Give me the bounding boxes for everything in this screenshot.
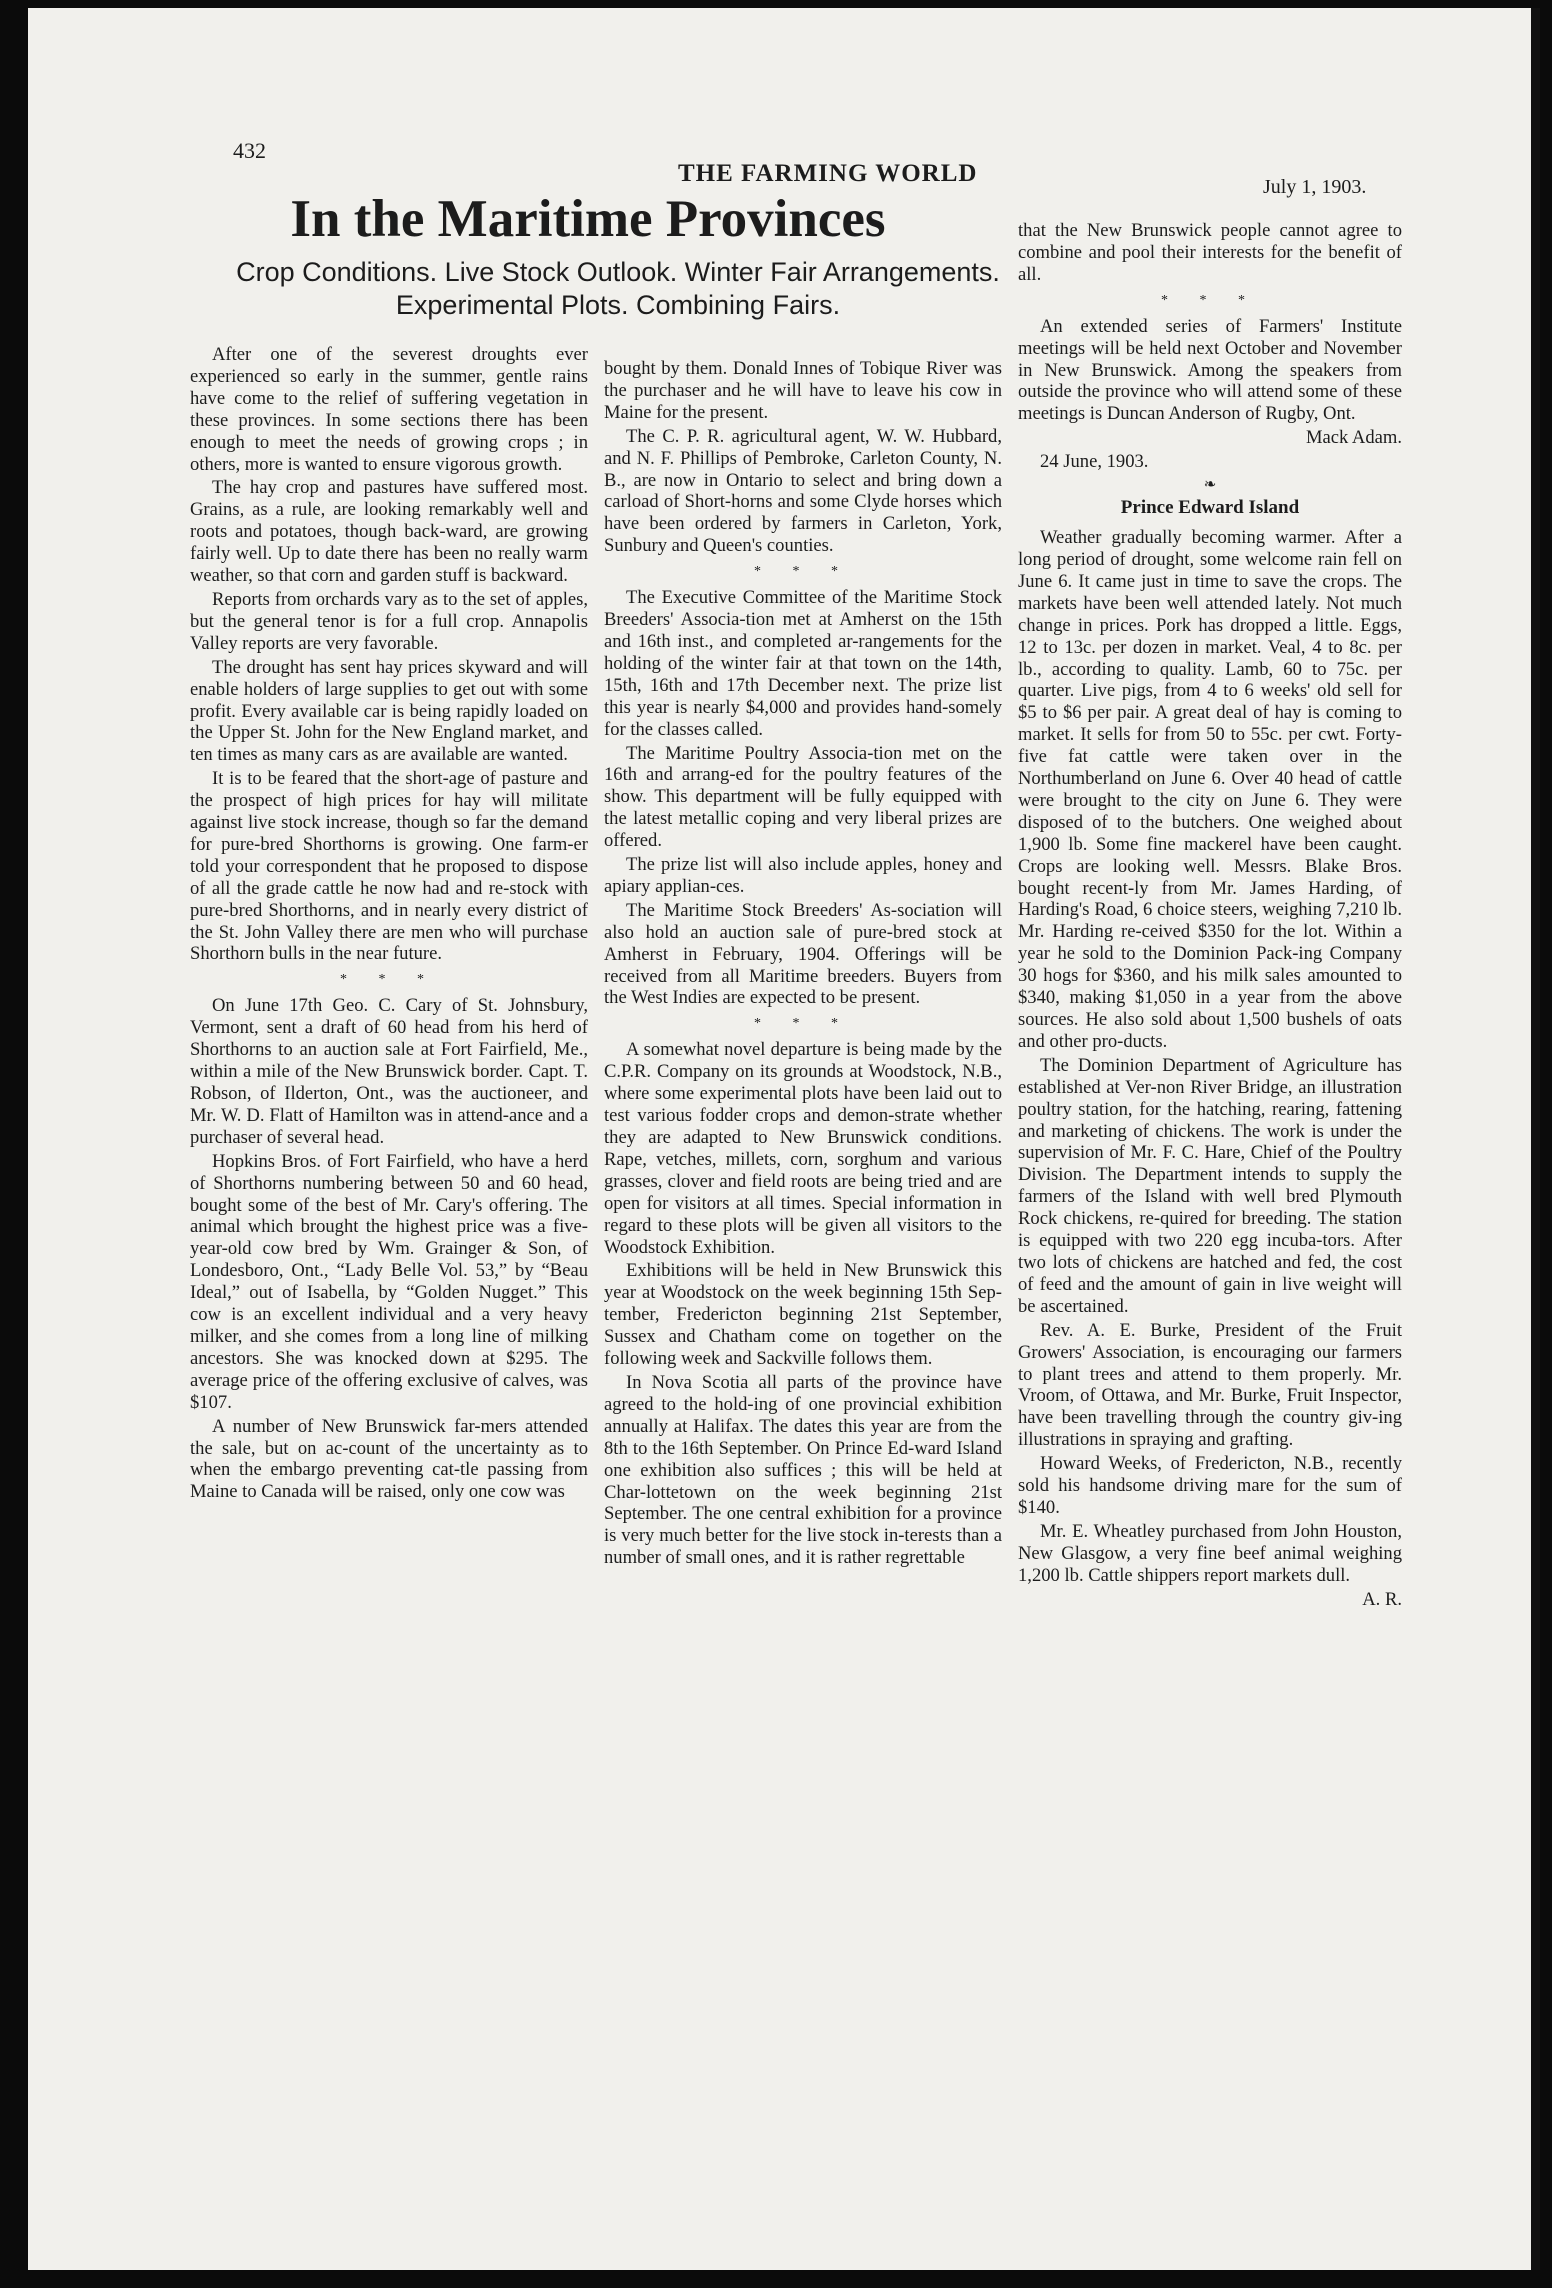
paragraph: The hay crop and pastures have suffered most. Grains, as a rule, are looking remarkably well and roots and potatoes, though back-ward, are growing fairly well. Up to date there has been no really warm weather, so that corn and garden stuff is backward.	[190, 477, 588, 587]
paragraph: A somewhat novel departure is being made by the C.P.R. Company on its grounds at Woodstock, N.B., where some experimental plots have been laid out to test various fodder crops and demon-strate whether they are adapted to New Brunswick conditions. Rape, vetches, millets, corn, sorghum and various grasses, clover and field roots are being tried and are open for visitors at all times. Special information in regard to these plots will be given all visitors to the Woodstock Exhibition.	[604, 1039, 1002, 1258]
article-headline: In the Maritime Provinces	[290, 190, 886, 248]
section-heading-pei: Prince Edward Island	[1120, 497, 1300, 519]
section-separator: * * *	[340, 972, 438, 988]
author-signature: A. R.	[1362, 1588, 1402, 1610]
paragraph: Mr. E. Wheatley purchased from John Houston, New Glasgow, a very fine beef animal weighing 1,200 lb. Cattle shippers report markets dull.	[1018, 1520, 1402, 1586]
column-2	[604, 358, 1002, 1571]
paragraph: The Executive Committee of the Maritime Stock Breeders' Associa-tion met at Amherst on the 15th and 16th inst., and completed ar-rangements for the holding of the winter fair at that town on the 14th, 15th, 16th and 17th December next. The prize list this year is nearly $4,000 and provides hand-somely for the classes called.	[604, 587, 1002, 740]
journal-title: THE FARMING WORLD	[678, 160, 978, 187]
paragraph: The Maritime Stock Breeders' As-sociation will also hold an auction sale of pure-bred stock at Amherst in February, 1904. Offerings will be received from all Maritime breeders. Buyers from the West Indies are expected to be present.	[604, 899, 1002, 1009]
paragraph: Hopkins Bros. of Fort Fairfield, who have a herd of Shorthorns numbering between 50 and 60 head, bought some of the best of Mr. Cary's offering. The animal which brought the highest price was a five-year-old cow bred by Wm. Grainger & Son, of Londesboro, Ont., “Lady Belle Vol. 53,” by “Beau Ideal,” out of Isabella, by “Golden Nugget.” This cow is an excellent individual and a very heavy milker, and she comes from a long line of milking ancestors. She was knocked down at $295. The average price of the offering exclusive of calves, was $107.	[190, 1150, 588, 1413]
section-separator: * * *	[754, 564, 852, 580]
paragraph: The C. P. R. agricultural agent, W. W. Hubbard, and N. F. Phillips of Pembroke, Carleton County, N. B., are now in Ontario to select and bring down a carload of Short-horns and some Clyde horses which have been ordered by farmers in Carleton, York, Sunbury and Queen's counties.	[604, 425, 1002, 557]
column-3	[1018, 220, 1402, 1612]
paragraph: On June 17th Geo. C. Cary of St. Johnsbury, Vermont, sent a draft of 60 head from his herd of Shorthorns to an auction sale at Fort Fairfield, Me., within a mile of the New Brunswick border. Capt. T. Robson, of Ilderton, Ont., was the auctioneer, and Mr. W. D. Flatt of Hamilton was in attend-ance and a purchaser of several head.	[190, 995, 588, 1148]
paragraph: The drought has sent hay prices skyward and will enable holders of large supplies to get out with some profit. Every available car is being rapidly loaded on the Upper St. John for the New England market, and ten times as many cars as are available are wanted.	[190, 656, 588, 766]
paragraph: Exhibitions will be held in New Brunswick this year at Woodstock on the week beginning 15th Sep-tember, Fredericton beginning 21st September, Sussex and Chatham come on together on the following week and Sackville follows them.	[604, 1260, 1002, 1370]
paragraph: The Dominion Department of Agriculture has established at Ver-non River Bridge, an illustration poultry station, for the hatching, rearing, fattening and marketing of chickens. The work is under the supervision of Mr. F. C. Hare, Chief of the Poultry Division. The Department intends to supply the farmers of the Island with well bred Plymouth Rock chickens, re-quired for breeding. The station is equipped with two 220 egg incuba-tors. After two lots of chickens are hatched and fed, the cost of feed and the amount of gain in live weight will be ascertained.	[1018, 1054, 1402, 1317]
paragraph: that the New Brunswick people cannot agree to combine and pool their interests for the benefit of all.	[1018, 220, 1402, 285]
paragraph: In Nova Scotia all parts of the province have agreed to the hold-ing of one provincial exhibition annually at Halifax. The dates this year are from the 8th to the 16th September. On Prince Ed-ward Island one exhibition also suffices ; this will be held at Char-lottetown on the week beginning 21st September. The one central exhibition for a province is very much better for the live stock in-terests than a number of small ones, and it is rather regrettable	[604, 1371, 1002, 1569]
issue-date: July 1, 1903.	[1263, 176, 1367, 198]
paragraph: Reports from orchards vary as to the set of apples, but the general tenor is for a full crop. Annapolis Valley reports are very favorable.	[190, 588, 588, 654]
paragraph: It is to be feared that the short-age of pasture and the prospect of high prices for hay will militate against live stock increase, though so far the demand for pure-bred Shorthorns is growing. One farm-er told your correspondent that he proposed to dispose of all the grade cattle he now had and re-stock with pure-bred Shorthorns, and in nearly every district of the St. John Valley there are men who will purchase Shorthorn bulls in the near future.	[190, 768, 588, 965]
newspaper-page	[28, 8, 1540, 2270]
section-separator: * * *	[754, 1016, 852, 1032]
page-number: 432	[233, 138, 266, 163]
paragraph: The prize list will also include apples, honey and apiary applian-ces.	[604, 854, 1002, 897]
author-signature: Mack Adam.	[1305, 427, 1402, 449]
section-separator: * * *	[1161, 292, 1259, 308]
paragraph: A number of New Brunswick far-mers attended the sale, but on ac-count of the uncertainty as to when the embargo preventing cat-tle passing from Maine to Canada will be raised, only one cow was	[190, 1415, 588, 1503]
paragraph: Howard Weeks, of Fredericton, N.B., recently sold his handsome driving mare for the sum of $140.	[1018, 1453, 1402, 1518]
page-edge-shadow	[1531, 8, 1540, 2270]
column-1	[190, 344, 588, 1505]
paragraph: The Maritime Poultry Associa-tion met on the 16th and arrang-ed for the poultry features of the show. This department will be fully equipped with the latest metallic coping and very liberal prizes are offered.	[604, 742, 1002, 852]
paragraph: An extended series of Farmers' Institute meetings will be held next October and November in New Brunswick. Among the speakers from outside the province who will attend some of these meetings is Duncan Anderson of Rugby, Ont.	[1018, 315, 1402, 425]
fleuron-ornament-icon: ❧	[1203, 477, 1217, 494]
paragraph: After one of the severest droughts ever experienced so early in the summer, gentle rains have come to the relief of suffering vegetation in these provinces. In some sections there has been enough to meet the needs of growing crops ; in others, more is wanted to ensure vigorous growth.	[190, 344, 588, 475]
article-subheadline: Crop Conditions. Live Stock Outlook. Winter Fair Arrangements. Experimental Plots. Combining Fairs.	[236, 257, 1000, 320]
paragraph: bought by them. Donald Innes of Tobique River was the purchaser and he will have to leave his cow in Maine for the present.	[604, 358, 1002, 423]
signature-date: 24 June, 1903.	[1040, 451, 1149, 473]
paragraph: Weather gradually becoming warmer. After a long period of drought, some welcome rain fell on June 6. It came just in time to save the crops. The markets have been well attended lately. Not much change in prices. Pork has dropped a little. Eggs, 12 to 13c. per dozen in market. Veal, 4 to 8c. per lb., according to quality. Lamb, 60 to 75c. per quarter. Live pigs, from 4 to 6 weeks' old sell for $5 to $6 per pair. A great deal of hay is coming to market. It sells for from 50 to 55c. per cwt. Forty-five fat cattle were taken over in the Northumberland on June 6. Over 40 head of cattle were brought to the city on June 6. They were disposed of to the butchers. One weighed about 1,900 lb. Some fine mackerel have been caught. Crops are looking well. Messrs. Blake Bros. bought recent-ly from Mr. James Harding, of Harding's Road, 6 choice steers, weighing 7,210 lb. Mr. Harding re-ceived $350 for the lot. Within a year he sold to the Dominion Pack-ing Company 30 hogs for $360, and his milk sales amounted to $340, making $1,050 in a year from the above sources. He also sold about 1,500 bushels of oats and other pro-ducts.	[1018, 527, 1402, 1052]
paragraph: Rev. A. E. Burke, President of the Fruit Growers' Association, is encouraging our farmers to plant trees and attend to them properly. Mr. Vroom, of Ottawa, and Mr. Burke, Fruit Inspector, have been travelling through the country giv-ing illustrations in spraying and grafting.	[1018, 1319, 1402, 1451]
